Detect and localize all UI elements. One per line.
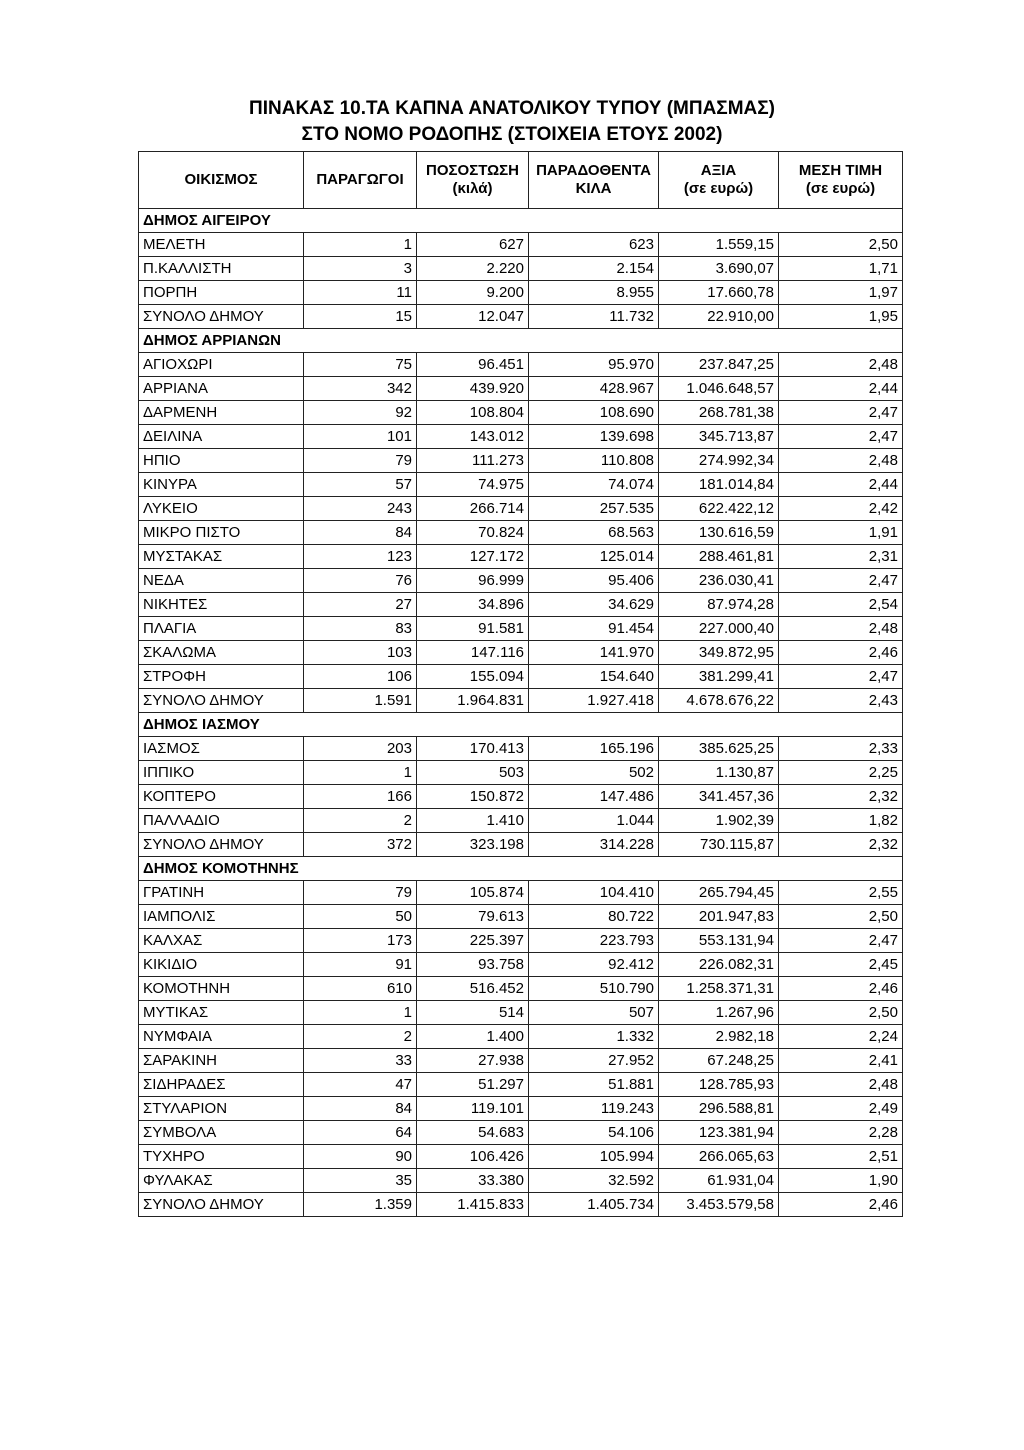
- quantity-cell: 27.938: [417, 1049, 529, 1073]
- delivered-cell: 108.690: [529, 401, 659, 425]
- delivered-cell: 165.196: [529, 737, 659, 761]
- quantity-cell: 1.415.833: [417, 1193, 529, 1217]
- value-cell: 87.974,28: [659, 593, 779, 617]
- delivered-cell: 54.106: [529, 1121, 659, 1145]
- average-price-cell: 1,95: [779, 305, 903, 329]
- value-cell: 296.588,81: [659, 1097, 779, 1121]
- value-cell: 341.457,36: [659, 785, 779, 809]
- table-row: [139, 1073, 903, 1097]
- value-cell: 227.000,40: [659, 617, 779, 641]
- settlement-cell: ΙΑΣΜΟΣ: [139, 737, 304, 761]
- producers-cell: 2: [304, 809, 417, 833]
- value-cell: 181.014,84: [659, 473, 779, 497]
- average-price-cell: 1,90: [779, 1169, 903, 1193]
- settlement-cell: ΝΥΜΦΑΙΑ: [139, 1025, 304, 1049]
- value-cell: 3.690,07: [659, 257, 779, 281]
- table-row: [139, 1169, 903, 1193]
- value-cell: 274.992,34: [659, 449, 779, 473]
- settlement-cell: ΔΑΡΜΕΝΗ: [139, 401, 304, 425]
- delivered-cell: 139.698: [529, 425, 659, 449]
- table-row: [139, 497, 903, 521]
- value-cell: 288.461,81: [659, 545, 779, 569]
- table-row: [139, 809, 903, 833]
- document-title: [0, 96, 1024, 148]
- producers-cell: 64: [304, 1121, 417, 1145]
- value-cell: 385.625,25: [659, 737, 779, 761]
- average-price-cell: 2,32: [779, 833, 903, 857]
- delivered-cell: 502: [529, 761, 659, 785]
- producers-cell: 1: [304, 233, 417, 257]
- quantity-cell: 155.094: [417, 665, 529, 689]
- value-cell: 268.781,38: [659, 401, 779, 425]
- producers-cell: 35: [304, 1169, 417, 1193]
- quantity-cell: 439.920: [417, 377, 529, 401]
- table-row: [139, 1121, 903, 1145]
- average-price-cell: 2,43: [779, 689, 903, 713]
- producers-cell: 79: [304, 449, 417, 473]
- table-row: [139, 1145, 903, 1169]
- delivered-cell: 2.154: [529, 257, 659, 281]
- table-row: [139, 1097, 903, 1121]
- delivered-cell: 8.955: [529, 281, 659, 305]
- settlement-cell: ΑΓΙΟΧΩΡΙ: [139, 353, 304, 377]
- producers-cell: 76: [304, 569, 417, 593]
- table-row: [139, 449, 903, 473]
- producers-cell: 33: [304, 1049, 417, 1073]
- value-cell: 1.559,15: [659, 233, 779, 257]
- producers-cell: 173: [304, 929, 417, 953]
- value-cell: 622.422,12: [659, 497, 779, 521]
- value-cell: 61.931,04: [659, 1169, 779, 1193]
- settlement-cell: ΜΥΤΙΚΑΣ: [139, 1001, 304, 1025]
- delivered-cell: 623: [529, 233, 659, 257]
- average-price-cell: 2,45: [779, 953, 903, 977]
- average-price-cell: 2,48: [779, 449, 903, 473]
- quantity-cell: 105.874: [417, 881, 529, 905]
- producers-cell: 2: [304, 1025, 417, 1049]
- settlement-cell: ΜΥΣΤΑΚΑΣ: [139, 545, 304, 569]
- average-price-cell: 2,46: [779, 1193, 903, 1217]
- average-price-cell: 2,48: [779, 353, 903, 377]
- table-row: [139, 545, 903, 569]
- value-cell: 730.115,87: [659, 833, 779, 857]
- settlement-cell: ΗΠΙΟ: [139, 449, 304, 473]
- quantity-cell: 91.581: [417, 617, 529, 641]
- table-row: [139, 737, 903, 761]
- table-row: [139, 257, 903, 281]
- table-row: [139, 929, 903, 953]
- municipality-name: ΔΗΜΟΣ ΑΙΓΕΙΡΟΥ: [139, 209, 903, 233]
- producers-cell: 101: [304, 425, 417, 449]
- producers-cell: 84: [304, 521, 417, 545]
- value-cell: 22.910,00: [659, 305, 779, 329]
- producers-cell: 15: [304, 305, 417, 329]
- settlement-cell: ΣΥΝΟΛΟ ΔΗΜΟΥ: [139, 689, 304, 713]
- settlement-cell: ΜΙΚΡΟ ΠΙΣΤΟ: [139, 521, 304, 545]
- settlement-cell: ΙΑΜΠΟΛΙΣ: [139, 905, 304, 929]
- table-row: [139, 881, 903, 905]
- value-cell: 237.847,25: [659, 353, 779, 377]
- delivered-cell: 51.881: [529, 1073, 659, 1097]
- value-cell: 123.381,94: [659, 1121, 779, 1145]
- average-price-cell: 2,31: [779, 545, 903, 569]
- table-row: [139, 833, 903, 857]
- delivered-cell: 104.410: [529, 881, 659, 905]
- settlement-cell: ΤΥΧΗΡΟ: [139, 1145, 304, 1169]
- producers-cell: 1: [304, 1001, 417, 1025]
- delivered-cell: 92.412: [529, 953, 659, 977]
- quantity-cell: 147.116: [417, 641, 529, 665]
- settlement-cell: ΓΡΑΤΙΝΗ: [139, 881, 304, 905]
- value-cell: 130.616,59: [659, 521, 779, 545]
- quantity-cell: 516.452: [417, 977, 529, 1001]
- table-row: [139, 1025, 903, 1049]
- delivered-cell: 1.927.418: [529, 689, 659, 713]
- producers-cell: 84: [304, 1097, 417, 1121]
- quantity-cell: 74.975: [417, 473, 529, 497]
- quantity-cell: 127.172: [417, 545, 529, 569]
- value-cell: 266.065,63: [659, 1145, 779, 1169]
- producers-cell: 1.359: [304, 1193, 417, 1217]
- delivered-cell: 314.228: [529, 833, 659, 857]
- quantity-cell: 70.824: [417, 521, 529, 545]
- delivered-cell: 1.332: [529, 1025, 659, 1049]
- table-row: [139, 233, 903, 257]
- producers-cell: 75: [304, 353, 417, 377]
- average-price-cell: 2,54: [779, 593, 903, 617]
- quantity-cell: 93.758: [417, 953, 529, 977]
- table-body: [139, 209, 903, 1217]
- average-price-cell: 2,47: [779, 425, 903, 449]
- settlement-cell: ΚΑΛΧΑΣ: [139, 929, 304, 953]
- average-price-cell: 2,46: [779, 641, 903, 665]
- quantity-cell: 79.613: [417, 905, 529, 929]
- delivered-cell: 147.486: [529, 785, 659, 809]
- average-price-cell: 2,48: [779, 617, 903, 641]
- producers-cell: 1: [304, 761, 417, 785]
- settlement-cell: ΣΤΥΛΑΡΙΟΝ: [139, 1097, 304, 1121]
- average-price-cell: 1,82: [779, 809, 903, 833]
- delivered-cell: 510.790: [529, 977, 659, 1001]
- settlement-cell: ΔΕΙΛΙΝΑ: [139, 425, 304, 449]
- settlement-cell: ΝΕΔΑ: [139, 569, 304, 593]
- producers-cell: 11: [304, 281, 417, 305]
- quantity-cell: 34.896: [417, 593, 529, 617]
- producers-cell: 83: [304, 617, 417, 641]
- table-row: [139, 401, 903, 425]
- quantity-cell: 503: [417, 761, 529, 785]
- settlement-cell: ΣΥΝΟΛΟ ΔΗΜΟΥ: [139, 833, 304, 857]
- table-row: [139, 377, 903, 401]
- value-cell: 349.872,95: [659, 641, 779, 665]
- quantity-cell: 150.872: [417, 785, 529, 809]
- producers-cell: 342: [304, 377, 417, 401]
- settlement-cell: ΜΕΛΕΤΗ: [139, 233, 304, 257]
- value-cell: 2.982,18: [659, 1025, 779, 1049]
- table-row: [139, 521, 903, 545]
- quantity-cell: 33.380: [417, 1169, 529, 1193]
- delivered-cell: 105.994: [529, 1145, 659, 1169]
- settlement-cell: ΚΙΚΙΔΙΟ: [139, 953, 304, 977]
- value-cell: 1.130,87: [659, 761, 779, 785]
- quantity-cell: 266.714: [417, 497, 529, 521]
- settlement-cell: ΣΥΝΟΛΟ ΔΗΜΟΥ: [139, 1193, 304, 1217]
- settlement-cell: ΣΙΔΗΡΑΔΕΣ: [139, 1073, 304, 1097]
- producers-cell: 3: [304, 257, 417, 281]
- table-row: [139, 1001, 903, 1025]
- table-row: [139, 617, 903, 641]
- quantity-cell: 2.220: [417, 257, 529, 281]
- average-price-cell: 2,47: [779, 401, 903, 425]
- settlement-cell: ΛΥΚΕΙΟ: [139, 497, 304, 521]
- delivered-cell: 11.732: [529, 305, 659, 329]
- header-quantity: ΠΟΣΟΣΤΩΣΗ (κιλά): [417, 152, 529, 209]
- producers-cell: 123: [304, 545, 417, 569]
- title-line-2: ΣΤΟ ΝΟΜΟ ΡΟΔΟΠΗΣ (ΣΤΟΙΧΕΙΑ ΕΤΟΥΣ 2002): [301, 124, 723, 145]
- table-row: [139, 305, 903, 329]
- quantity-cell: 1.410: [417, 809, 529, 833]
- value-cell: 17.660,78: [659, 281, 779, 305]
- delivered-cell: 34.629: [529, 593, 659, 617]
- average-price-cell: 2,47: [779, 665, 903, 689]
- producers-cell: 92: [304, 401, 417, 425]
- producers-cell: 243: [304, 497, 417, 521]
- table-row: [139, 1193, 903, 1217]
- quantity-cell: 1.400: [417, 1025, 529, 1049]
- header-delivered: ΠΑΡΑΔΟΘΕΝΤΑ ΚΙΛΑ: [529, 152, 659, 209]
- average-price-cell: 2,25: [779, 761, 903, 785]
- producers-cell: 166: [304, 785, 417, 809]
- value-cell: 1.902,39: [659, 809, 779, 833]
- producers-cell: 90: [304, 1145, 417, 1169]
- delivered-cell: 507: [529, 1001, 659, 1025]
- producers-cell: 106: [304, 665, 417, 689]
- quantity-cell: 96.451: [417, 353, 529, 377]
- delivered-cell: 154.640: [529, 665, 659, 689]
- settlement-cell: ΚΙΝΥΡΑ: [139, 473, 304, 497]
- quantity-cell: 54.683: [417, 1121, 529, 1145]
- title-line-1: ΠΙΝΑΚΑΣ 10.ΤΑ ΚΑΠΝΑ ΑΝΑΤΟΛΙΚΟΥ ΤΥΠΟΥ (ΜΠΑΣΜΑΣ): [249, 98, 775, 119]
- delivered-cell: 223.793: [529, 929, 659, 953]
- table-row: [139, 689, 903, 713]
- value-cell: 345.713,87: [659, 425, 779, 449]
- delivered-cell: 74.074: [529, 473, 659, 497]
- average-price-cell: 1,97: [779, 281, 903, 305]
- municipality-name: ΔΗΜΟΣ ΑΡΡΙΑΝΩΝ: [139, 329, 903, 353]
- average-price-cell: 2,47: [779, 929, 903, 953]
- producers-cell: 47: [304, 1073, 417, 1097]
- quantity-cell: 627: [417, 233, 529, 257]
- value-cell: 67.248,25: [659, 1049, 779, 1073]
- producers-cell: 103: [304, 641, 417, 665]
- settlement-cell: ΑΡΡΙΑΝΑ: [139, 377, 304, 401]
- delivered-cell: 141.970: [529, 641, 659, 665]
- average-price-cell: 2,33: [779, 737, 903, 761]
- table-row: [139, 785, 903, 809]
- settlement-cell: ΣΥΜΒΟΛΑ: [139, 1121, 304, 1145]
- settlement-cell: ΦΥΛΑΚΑΣ: [139, 1169, 304, 1193]
- average-price-cell: 2,46: [779, 977, 903, 1001]
- delivered-cell: 257.535: [529, 497, 659, 521]
- producers-cell: 372: [304, 833, 417, 857]
- delivered-cell: 1.405.734: [529, 1193, 659, 1217]
- table-row: [139, 665, 903, 689]
- tobacco-table: [138, 151, 903, 1217]
- settlement-cell: ΠΑΛΛΑΔΙΟ: [139, 809, 304, 833]
- delivered-cell: 91.454: [529, 617, 659, 641]
- table-row: [139, 1049, 903, 1073]
- quantity-cell: 1.964.831: [417, 689, 529, 713]
- group-header-row: [139, 713, 903, 737]
- quantity-cell: 170.413: [417, 737, 529, 761]
- table-row: [139, 905, 903, 929]
- producers-cell: 91: [304, 953, 417, 977]
- settlement-cell: ΠΟΡΠΗ: [139, 281, 304, 305]
- table-row: [139, 977, 903, 1001]
- value-cell: 553.131,94: [659, 929, 779, 953]
- average-price-cell: 2,47: [779, 569, 903, 593]
- average-price-cell: 2,48: [779, 1073, 903, 1097]
- group-header-row: [139, 209, 903, 233]
- municipality-name: ΔΗΜΟΣ ΚΟΜΟΤΗΝΗΣ: [139, 857, 903, 881]
- group-header-row: [139, 857, 903, 881]
- producers-cell: 79: [304, 881, 417, 905]
- settlement-cell: ΣΥΝΟΛΟ ΔΗΜΟΥ: [139, 305, 304, 329]
- producers-cell: 610: [304, 977, 417, 1001]
- header-settlement: ΟΙΚΙΣΜΟΣ: [139, 152, 304, 209]
- quantity-cell: 514: [417, 1001, 529, 1025]
- quantity-cell: 225.397: [417, 929, 529, 953]
- delivered-cell: 110.808: [529, 449, 659, 473]
- settlement-cell: ΣΚΑΛΩΜΑ: [139, 641, 304, 665]
- value-cell: 1.046.648,57: [659, 377, 779, 401]
- average-price-cell: 1,91: [779, 521, 903, 545]
- header-average-price: ΜΕΣΗ ΤΙΜΗ (σε ευρώ): [779, 152, 903, 209]
- settlement-cell: ΣΤΡΟΦΗ: [139, 665, 304, 689]
- value-cell: 128.785,93: [659, 1073, 779, 1097]
- settlement-cell: ΣΑΡΑΚΙΝΗ: [139, 1049, 304, 1073]
- table-row: [139, 569, 903, 593]
- average-price-cell: 2,50: [779, 233, 903, 257]
- header-value: ΑΞΙΑ (σε ευρώ): [659, 152, 779, 209]
- value-cell: 1.258.371,31: [659, 977, 779, 1001]
- settlement-cell: ΠΛΑΓΙΑ: [139, 617, 304, 641]
- table-row: [139, 281, 903, 305]
- table-row: [139, 761, 903, 785]
- average-price-cell: 1,71: [779, 257, 903, 281]
- average-price-cell: 2,24: [779, 1025, 903, 1049]
- quantity-cell: 96.999: [417, 569, 529, 593]
- table-row: [139, 593, 903, 617]
- delivered-cell: 95.406: [529, 569, 659, 593]
- producers-cell: 50: [304, 905, 417, 929]
- value-cell: 1.267,96: [659, 1001, 779, 1025]
- average-price-cell: 2,41: [779, 1049, 903, 1073]
- quantity-cell: 143.012: [417, 425, 529, 449]
- average-price-cell: 2,50: [779, 905, 903, 929]
- delivered-cell: 119.243: [529, 1097, 659, 1121]
- settlement-cell: ΚΟΜΟΤΗΝΗ: [139, 977, 304, 1001]
- value-cell: 201.947,83: [659, 905, 779, 929]
- value-cell: 381.299,41: [659, 665, 779, 689]
- average-price-cell: 2,50: [779, 1001, 903, 1025]
- average-price-cell: 2,42: [779, 497, 903, 521]
- table-row: [139, 425, 903, 449]
- quantity-cell: 108.804: [417, 401, 529, 425]
- value-cell: 265.794,45: [659, 881, 779, 905]
- average-price-cell: 2,32: [779, 785, 903, 809]
- quantity-cell: 51.297: [417, 1073, 529, 1097]
- delivered-cell: 428.967: [529, 377, 659, 401]
- table-row: [139, 953, 903, 977]
- settlement-cell: ΝΙΚΗΤΕΣ: [139, 593, 304, 617]
- header-row: [139, 152, 903, 209]
- quantity-cell: 9.200: [417, 281, 529, 305]
- delivered-cell: 95.970: [529, 353, 659, 377]
- producers-cell: 1.591: [304, 689, 417, 713]
- delivered-cell: 68.563: [529, 521, 659, 545]
- value-cell: 236.030,41: [659, 569, 779, 593]
- average-price-cell: 2,51: [779, 1145, 903, 1169]
- delivered-cell: 1.044: [529, 809, 659, 833]
- delivered-cell: 27.952: [529, 1049, 659, 1073]
- quantity-cell: 12.047: [417, 305, 529, 329]
- settlement-cell: ΚΟΠΤΕΡΟ: [139, 785, 304, 809]
- delivered-cell: 80.722: [529, 905, 659, 929]
- table-row: [139, 473, 903, 497]
- average-price-cell: 2,28: [779, 1121, 903, 1145]
- average-price-cell: 2,55: [779, 881, 903, 905]
- quantity-cell: 119.101: [417, 1097, 529, 1121]
- quantity-cell: 106.426: [417, 1145, 529, 1169]
- table-row: [139, 641, 903, 665]
- average-price-cell: 2,44: [779, 377, 903, 401]
- average-price-cell: 2,44: [779, 473, 903, 497]
- group-header-row: [139, 329, 903, 353]
- producers-cell: 57: [304, 473, 417, 497]
- header-producers: ΠΑΡΑΓΩΓΟΙ: [304, 152, 417, 209]
- delivered-cell: 32.592: [529, 1169, 659, 1193]
- quantity-cell: 323.198: [417, 833, 529, 857]
- delivered-cell: 125.014: [529, 545, 659, 569]
- producers-cell: 27: [304, 593, 417, 617]
- municipality-name: ΔΗΜΟΣ ΙΑΣΜΟΥ: [139, 713, 903, 737]
- value-cell: 226.082,31: [659, 953, 779, 977]
- average-price-cell: 2,49: [779, 1097, 903, 1121]
- value-cell: 3.453.579,58: [659, 1193, 779, 1217]
- settlement-cell: Π.ΚΑΛΛΙΣΤΗ: [139, 257, 304, 281]
- settlement-cell: ΙΠΠΙΚΟ: [139, 761, 304, 785]
- producers-cell: 203: [304, 737, 417, 761]
- value-cell: 4.678.676,22: [659, 689, 779, 713]
- quantity-cell: 111.273: [417, 449, 529, 473]
- table-row: [139, 353, 903, 377]
